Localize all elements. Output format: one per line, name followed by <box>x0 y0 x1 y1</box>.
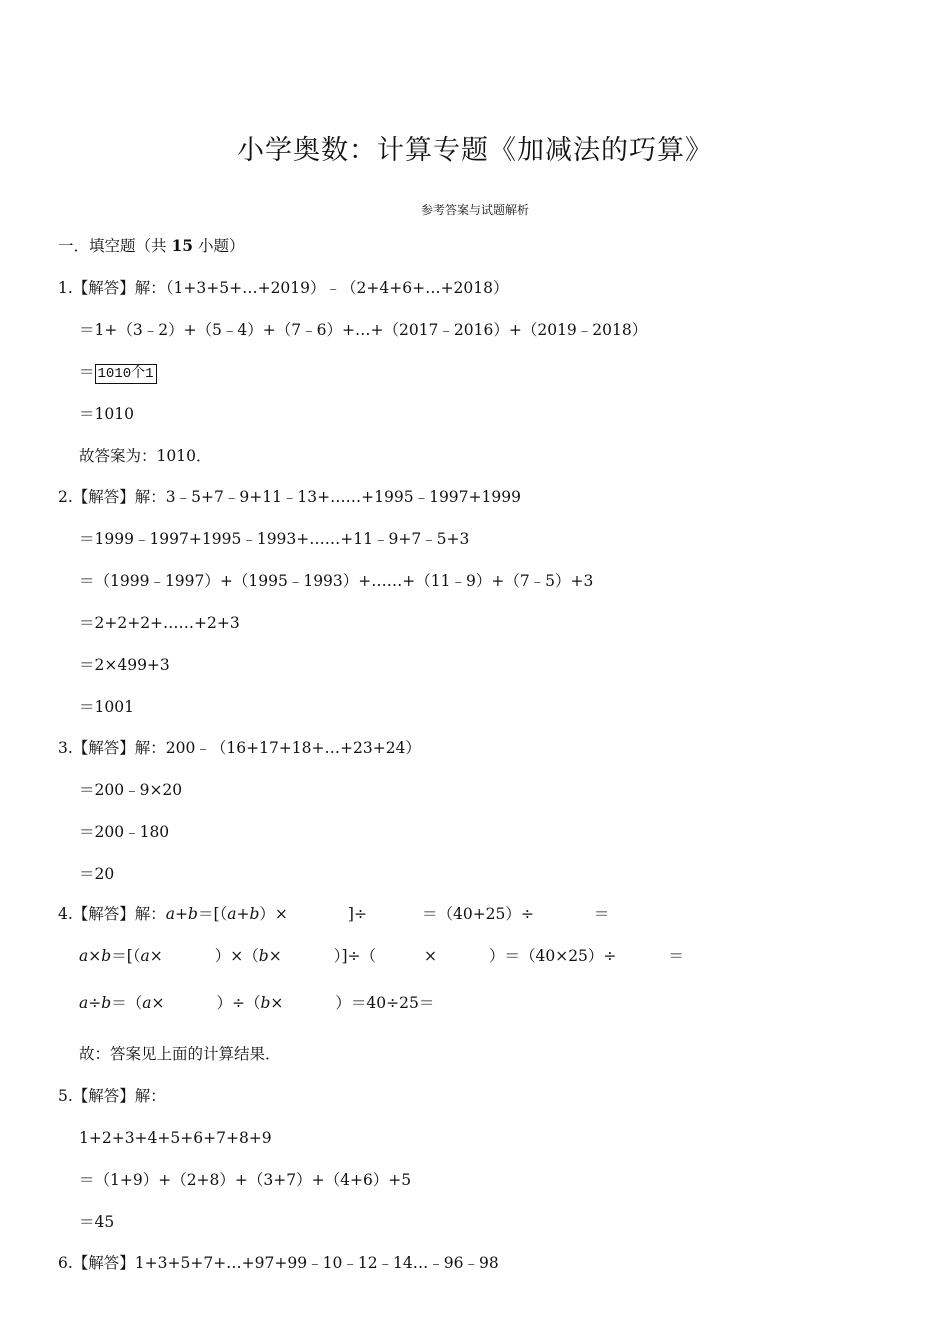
q2-step-4: ＝2×499+3 <box>79 656 170 674</box>
q4-quotient-line <box>79 993 434 1013</box>
q4-head-open: ＝[（ <box>197 905 228 923</box>
q4-op: × <box>151 994 165 1012</box>
q1-step-1: ＝1+（3﹣2）+（5﹣4）+（7﹣6）+…+（2017﹣2016）+（2019﹣2018） <box>79 321 648 339</box>
q1-boxed-term: 1010个1 <box>95 364 157 384</box>
q4-head <box>58 904 609 924</box>
q1-step-2-eq: ＝ <box>79 363 95 381</box>
q3-step-2: ＝200﹣180 <box>79 823 170 841</box>
q4-conclusion: 故：答案见上面的计算结果． <box>79 1045 281 1063</box>
q5-step-2: ＝（1+9）+（2+8）+（3+7）+（4+6）+5 <box>79 1171 412 1189</box>
q4-expr-sum-inner: a+b <box>227 905 260 923</box>
q4-op: ）＝（40×25）÷ <box>488 947 617 965</box>
q4-expr-sum: a+b <box>165 905 198 923</box>
q4-var-b: b <box>101 947 112 965</box>
page-subtitle: 参考答案与试题解析 <box>420 203 529 217</box>
q4-head-prefix: 4.【解答】解： <box>58 905 166 923</box>
q4-op: × <box>270 994 284 1012</box>
page-title: 小学奥数：计算专题《加减法的巧算》 <box>237 135 713 166</box>
q4-head-eq: ＝ <box>593 905 610 923</box>
q4-var-a: a <box>79 947 89 965</box>
q4-var-a: a <box>142 994 152 1012</box>
q2-step-1: ＝1999﹣1997+1995﹣1993+……+11﹣9+7﹣5+3 <box>79 530 470 548</box>
q4-var-a: a <box>140 947 150 965</box>
q5-step-3: ＝45 <box>79 1213 115 1231</box>
q2-step-2: ＝（1999﹣1997）+（1995﹣1993）+……+（11﹣9）+（7﹣5）+3 <box>79 572 594 590</box>
q4-op: × <box>149 947 163 965</box>
section-count: 15 <box>171 236 194 255</box>
q1-step-3: ＝1010 <box>79 405 134 423</box>
q4-op: ）]÷（ <box>333 947 376 965</box>
q5-step-1: 1+2+3+4+5+6+7+8+9 <box>79 1129 272 1147</box>
q4-op: ＝[（ <box>111 947 141 965</box>
q4-op: ）×（ <box>214 947 259 965</box>
q4-op: × <box>423 947 437 965</box>
q4-var-b: b <box>101 994 112 1012</box>
q1-step-2 <box>79 362 157 384</box>
q4-var-b: b <box>260 994 271 1012</box>
q6-head: 6.【解答】1+3+5+7+…+97+99﹣10﹣12﹣14…﹣96﹣98 <box>58 1254 499 1272</box>
q4-op: ＝（ <box>111 994 143 1012</box>
q5-head: 5.【解答】解： <box>58 1087 166 1105</box>
q3-step-1: ＝200﹣9×20 <box>79 781 183 799</box>
q4-head-calc: ＝（40+25）÷ <box>421 905 534 923</box>
q3-step-3: ＝20 <box>79 865 115 883</box>
q4-op: × <box>268 947 282 965</box>
q4-op: ）＝40÷25＝ <box>335 994 435 1012</box>
q1-head: 1.【解答】解：（1+3+5+…+2019）﹣（2+4+6+…+2018） <box>58 279 509 297</box>
q4-op: × <box>88 947 102 965</box>
q4-op: ）÷（ <box>216 994 261 1012</box>
section-prefix: 一．填空题（共 <box>58 237 172 255</box>
q4-var-a: a <box>79 994 89 1012</box>
q4-head-times: ）× <box>259 905 288 923</box>
q4-product-line <box>79 946 684 966</box>
q2-step-5: ＝1001 <box>79 698 134 716</box>
q4-var-b: b <box>258 947 269 965</box>
q4-head-div: ]÷ <box>347 905 367 923</box>
q2-head: 2.【解答】解：3﹣5+7﹣9+11﹣13+……+1995﹣1997+1999 <box>58 488 521 506</box>
section-heading <box>58 236 244 256</box>
section-suffix: 小题） <box>193 237 245 255</box>
q4-op: ÷ <box>88 994 102 1012</box>
q4-op: ＝ <box>668 947 684 965</box>
q3-head: 3.【解答】解：200﹣（16+17+18+…+23+24） <box>58 739 421 757</box>
q2-step-3: ＝2+2+2+……+2+3 <box>79 614 240 632</box>
q1-answer: 故答案为：1010． <box>79 447 212 465</box>
